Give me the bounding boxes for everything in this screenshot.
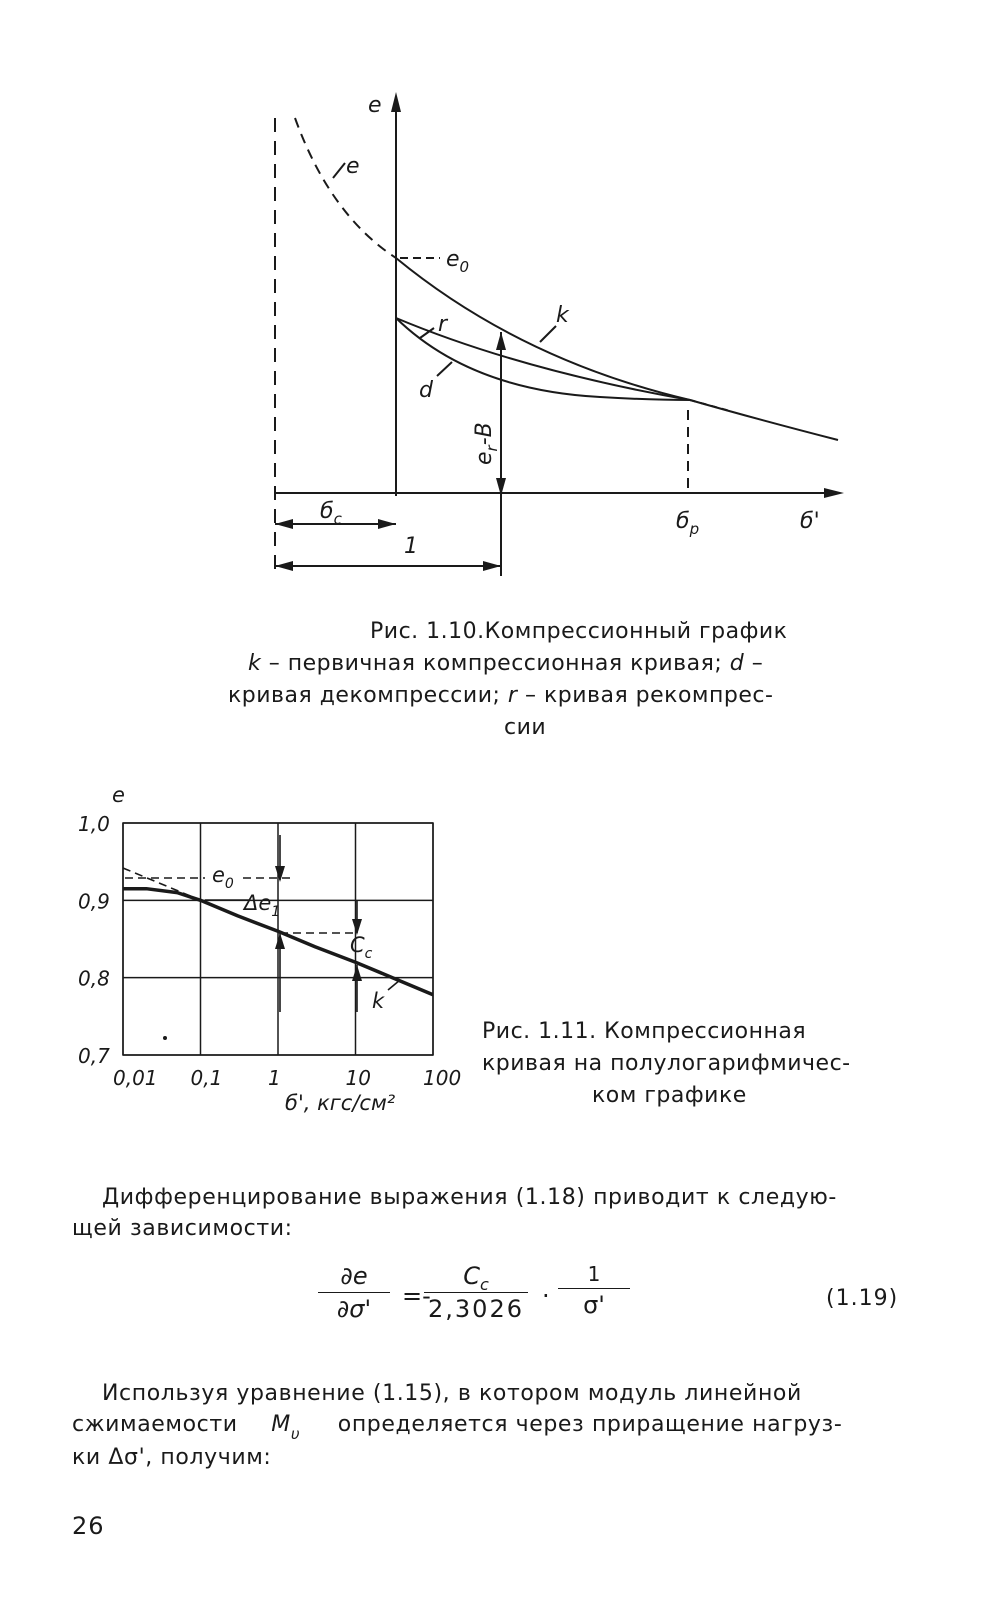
formula-cc-numerator: $C_c$ (463, 1262, 489, 1294)
y-tick-label: 0,7 (78, 1044, 110, 1068)
chart2-k-label: k (372, 989, 385, 1013)
chart2-cc-label: $C_c$ (350, 933, 373, 962)
er-b-label: $e_r-B$ (472, 422, 501, 465)
y-tick-label: 0,9 (78, 889, 110, 914)
formula-fraction-2-bar (558, 1288, 630, 1289)
y-tick-label: 0,8 (78, 966, 110, 991)
caption-1-10-line1: Рис. 1.10.Компрессионный график (370, 619, 788, 644)
x-tick-label: 0,01 (113, 1066, 158, 1090)
figure-1-11-chart (0, 780, 470, 1120)
formula-fraction-2 (558, 1262, 630, 1319)
figure-1-10 (0, 0, 993, 600)
d-label: d (419, 378, 433, 403)
x-tick-label: 0,1 (190, 1066, 223, 1090)
k-leader (388, 980, 400, 990)
er-b-arrow-up (496, 332, 506, 350)
extrapolation-dashed (123, 868, 200, 900)
modulus-symbol: $M_\upsilon$ (271, 1412, 301, 1443)
formula-lhs-fraction-bar (318, 1292, 390, 1293)
one-arrow-left (275, 561, 293, 571)
figure-1-11-caption (482, 1016, 942, 1112)
e0-label: $e_0$ (446, 247, 470, 276)
paragraph-2-line2: сжимаемости $M_\upsilon$ определяется через приращение нагруз- (72, 1412, 843, 1443)
stray-dot (163, 1036, 167, 1040)
sigma-c-arrow-right (378, 519, 396, 529)
one-arrow-right (483, 561, 501, 571)
chart2-e-axis-label: e (112, 783, 125, 807)
paragraph-2 (72, 1378, 952, 1473)
paragraph-2-line1: Используя уравнение (1.15), в котором модуль линейной (102, 1381, 802, 1406)
x-tick-label: 100 (423, 1066, 462, 1090)
sigma-p-label: $б_р$ (676, 509, 700, 538)
formula-cc-denominator: 2,3026 (428, 1295, 524, 1323)
formula-lhs-denominator: ∂σ' (336, 1295, 372, 1323)
e-leader (333, 163, 345, 178)
chart2-x-axis-label: б', кгс/см² (285, 1091, 396, 1115)
formula-lhs-numerator: ∂e (340, 1262, 368, 1290)
caption-1-10-line3: кривая декомпрессии; r – кривая рекомпрес- (228, 683, 774, 708)
r-label: r (438, 312, 448, 337)
formula-fraction-1 (424, 1262, 528, 1323)
page-number: 26 (72, 1512, 105, 1540)
paragraph-2-line3: ки Δσ', получим: (72, 1445, 272, 1470)
x-tick-label: 1 (268, 1066, 281, 1090)
caption-r-symbol: r (507, 683, 518, 708)
lower-arrowhead-2 (352, 965, 362, 981)
caption-1-10-line2: k – первичная компрессионная кривая; d – (248, 651, 764, 676)
one-label: 1 (404, 534, 418, 559)
paragraph-1-line1: Дифференцирование выражения (1.18) приводит к следую- (102, 1185, 837, 1210)
e-axis-arrow (391, 92, 401, 112)
caption-1-10-line4: сии (504, 715, 547, 740)
chart2-delta-e1-label: $\Delta e_1$ (244, 891, 281, 920)
paragraph-1-line2: щей зависимости: (72, 1216, 293, 1241)
caption-1-11-line2: кривая на полулогарифмичес- (482, 1051, 851, 1076)
formula-lhs (318, 1262, 390, 1323)
caption-1-11-line1: Рис. 1.11. Компрессионная (482, 1019, 807, 1044)
delta-e1-arrowhead (275, 866, 285, 882)
sigma-prime-label: б' (800, 509, 820, 534)
caption-1-11-line3: ком графике (592, 1083, 747, 1108)
formula-fraction-1-bar (424, 1292, 528, 1293)
curve-k (396, 258, 838, 440)
formula-sigma-denominator: σ' (583, 1291, 605, 1319)
x-tick-label: 10 (345, 1066, 371, 1090)
y-tick-label: 1,0 (78, 812, 110, 836)
formula-equals: =- (402, 1282, 431, 1310)
sigma-axis-arrow (824, 488, 844, 498)
curve-e-dashed (295, 118, 396, 258)
formula-number: (1.19) (826, 1286, 899, 1311)
figure-1-10-caption (228, 616, 908, 744)
sigma-c-arrow-left (275, 519, 293, 529)
chart2-e0-label: $e_0$ (212, 863, 234, 892)
curve-e-label: e (346, 154, 360, 179)
k-leader (540, 326, 556, 342)
k-label: k (556, 303, 569, 328)
formula-dot: · (542, 1282, 550, 1310)
formula-one-numerator: 1 (587, 1262, 601, 1286)
paragraph-1 (72, 1182, 952, 1244)
e-axis-label: e (368, 93, 382, 118)
caption-k-symbol: k (248, 651, 262, 676)
sigma-c-label: $б_c$ (320, 499, 342, 528)
caption-d-symbol: d (729, 651, 745, 676)
d-leader (437, 362, 452, 376)
formula-1-19 (318, 1262, 938, 1342)
